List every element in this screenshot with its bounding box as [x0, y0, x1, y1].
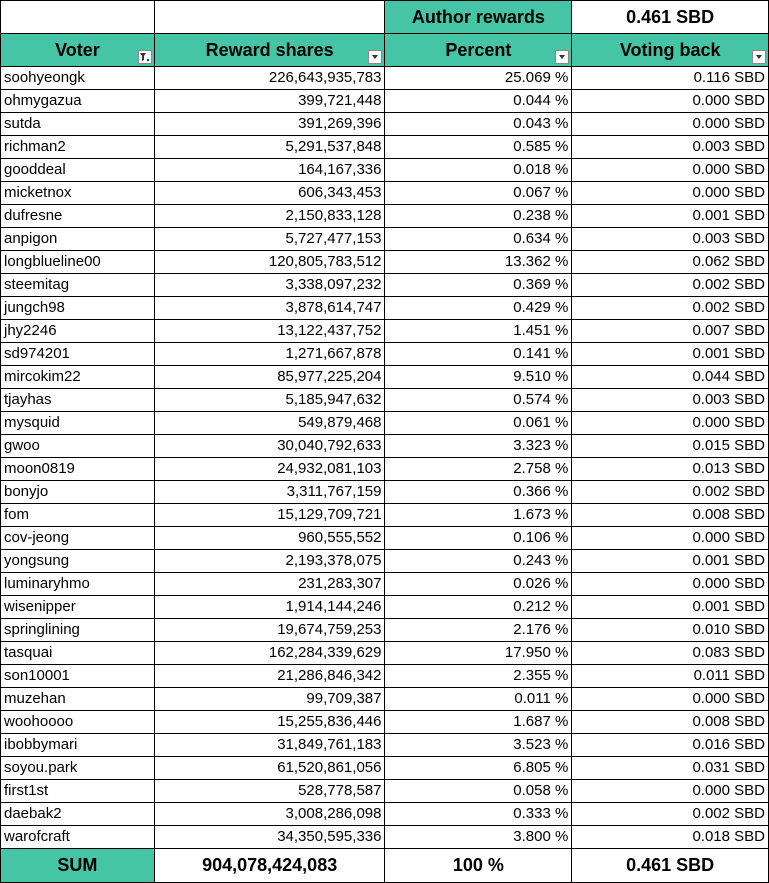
voting-back-cell[interactable]: 0.002 SBD [572, 274, 769, 297]
author-rewards-value[interactable]: 0.461 SBD [572, 1, 769, 34]
table-row [1, 67, 769, 90]
percent-cell[interactable]: 0.018 % [385, 159, 572, 182]
table-row [1, 274, 769, 297]
table-row [1, 458, 769, 481]
table-row [1, 205, 769, 228]
reward-shares-cell[interactable]: 960,555,552 [154, 527, 385, 550]
sum-reward-shares[interactable]: 904,078,424,083 [154, 849, 385, 883]
voting-back-cell[interactable]: 0.007 SBD [572, 320, 769, 343]
table-row [1, 251, 769, 274]
reward-shares-cell[interactable]: 1,914,144,246 [154, 596, 385, 619]
empty-cell[interactable] [1, 1, 155, 34]
reward-shares-cell[interactable]: 15,255,836,446 [154, 711, 385, 734]
voting-back-cell[interactable]: 0.002 SBD [572, 481, 769, 504]
voter-cell[interactable]: jhy2246 [1, 320, 155, 343]
table-row [1, 113, 769, 136]
voter-cell[interactable]: ibobbymari [1, 734, 155, 757]
reward-shares-cell[interactable]: 19,674,759,253 [154, 619, 385, 642]
header-percent[interactable] [385, 34, 572, 67]
sum-row [1, 849, 769, 883]
reward-shares-cell[interactable]: 399,721,448 [154, 90, 385, 113]
reward-shares-cell[interactable]: 162,284,339,629 [154, 642, 385, 665]
reward-shares-cell[interactable]: 21,286,846,342 [154, 665, 385, 688]
voting-back-cell[interactable]: 0.044 SBD [572, 366, 769, 389]
voting-back-cell[interactable]: 0.083 SBD [572, 642, 769, 665]
voter-cell[interactable]: micketnox [1, 182, 155, 205]
reward-shares-cell[interactable]: 34,350,595,336 [154, 826, 385, 849]
reward-shares-cell[interactable]: 606,343,453 [154, 182, 385, 205]
voter-cell[interactable]: warofcraft [1, 826, 155, 849]
voting-back-cell[interactable]: 0.000 SBD [572, 113, 769, 136]
percent-cell[interactable]: 1.687 % [385, 711, 572, 734]
empty-cell[interactable] [154, 1, 385, 34]
reward-shares-cell[interactable]: 231,283,307 [154, 573, 385, 596]
percent-cell[interactable]: 0.011 % [385, 688, 572, 711]
percent-cell[interactable]: 3.800 % [385, 826, 572, 849]
voting-back-cell[interactable]: 0.003 SBD [572, 389, 769, 412]
header-voter-label: Voter [55, 39, 100, 60]
table-row [1, 228, 769, 251]
author-rewards-row [1, 1, 769, 34]
voting-back-cell[interactable]: 0.002 SBD [572, 803, 769, 826]
table-row [1, 481, 769, 504]
reward-shares-cell[interactable]: 391,269,396 [154, 113, 385, 136]
voting-back-cell[interactable]: 0.062 SBD [572, 251, 769, 274]
percent-cell[interactable]: 0.058 % [385, 780, 572, 803]
voting-back-cell[interactable]: 0.116 SBD [572, 67, 769, 90]
percent-cell[interactable]: 0.369 % [385, 274, 572, 297]
percent-cell[interactable]: 0.212 % [385, 596, 572, 619]
voting-back-cell[interactable]: 0.001 SBD [572, 550, 769, 573]
voter-cell[interactable]: woohoooo [1, 711, 155, 734]
reward-shares-cell[interactable]: 61,520,861,056 [154, 757, 385, 780]
voter-cell[interactable]: bonyjo [1, 481, 155, 504]
header-percent-label: Percent [445, 39, 512, 60]
percent-cell[interactable]: 9.510 % [385, 366, 572, 389]
table-row [1, 826, 769, 849]
table-row [1, 550, 769, 573]
voter-cell[interactable]: gooddeal [1, 159, 155, 182]
voter-cell[interactable]: cov-jeong [1, 527, 155, 550]
percent-cell[interactable]: 2.758 % [385, 458, 572, 481]
reward-shares-cell[interactable]: 3,311,767,159 [154, 481, 385, 504]
percent-cell[interactable]: 0.366 % [385, 481, 572, 504]
voter-cell[interactable]: longblueline00 [1, 251, 155, 274]
reward-shares-cell[interactable]: 528,778,587 [154, 780, 385, 803]
percent-cell[interactable]: 0.243 % [385, 550, 572, 573]
voter-cell[interactable]: luminaryhmo [1, 573, 155, 596]
voting-back-cell[interactable]: 0.000 SBD [572, 412, 769, 435]
voting-back-cell[interactable]: 0.000 SBD [572, 159, 769, 182]
header-reward-shares-label: Reward shares [205, 39, 334, 60]
percent-cell[interactable]: 1.673 % [385, 504, 572, 527]
percent-cell[interactable]: 17.950 % [385, 642, 572, 665]
reward-shares-cell[interactable]: 85,977,225,204 [154, 366, 385, 389]
voter-cell[interactable]: sutda [1, 113, 155, 136]
voting-back-cell[interactable]: 0.011 SBD [572, 665, 769, 688]
voter-cell[interactable]: soohyeongk [1, 67, 155, 90]
reward-shares-cell[interactable]: 120,805,783,512 [154, 251, 385, 274]
table-row [1, 596, 769, 619]
table-row [1, 343, 769, 366]
table-row [1, 297, 769, 320]
table-row [1, 665, 769, 688]
reward-shares-cell[interactable]: 3,338,097,232 [154, 274, 385, 297]
voting-back-cell[interactable]: 0.010 SBD [572, 619, 769, 642]
voter-cell[interactable]: richman2 [1, 136, 155, 159]
voter-cell[interactable]: dufresne [1, 205, 155, 228]
table-row [1, 90, 769, 113]
voting-back-cell[interactable]: 0.000 SBD [572, 527, 769, 550]
percent-cell[interactable]: 3.323 % [385, 435, 572, 458]
voter-cell[interactable]: gwoo [1, 435, 155, 458]
voter-cell[interactable]: soyou.park [1, 757, 155, 780]
voter-cell[interactable]: mysquid [1, 412, 155, 435]
percent-cell[interactable]: 0.574 % [385, 389, 572, 412]
table-row [1, 182, 769, 205]
voter-cell[interactable]: tasquai [1, 642, 155, 665]
reward-shares-cell[interactable]: 164,167,336 [154, 159, 385, 182]
percent-cell[interactable]: 0.238 % [385, 205, 572, 228]
reward-shares-cell[interactable]: 24,932,081,103 [154, 458, 385, 481]
voting-back-cell[interactable]: 0.003 SBD [572, 228, 769, 251]
header-reward-shares[interactable] [154, 34, 385, 67]
voter-cell[interactable]: wisenipper [1, 596, 155, 619]
table-row [1, 780, 769, 803]
reward-shares-cell[interactable]: 5,185,947,632 [154, 389, 385, 412]
voter-cell[interactable]: daebak2 [1, 803, 155, 826]
reward-shares-cell[interactable]: 3,008,286,098 [154, 803, 385, 826]
table-row [1, 435, 769, 458]
voting-back-cell[interactable]: 0.031 SBD [572, 757, 769, 780]
reward-shares-cell[interactable]: 30,040,792,633 [154, 435, 385, 458]
voting-back-cell[interactable]: 0.018 SBD [572, 826, 769, 849]
voter-cell[interactable]: sd974201 [1, 343, 155, 366]
voting-back-cell[interactable]: 0.000 SBD [572, 688, 769, 711]
percent-cell[interactable]: 0.634 % [385, 228, 572, 251]
voter-cell[interactable]: anpigon [1, 228, 155, 251]
table-row [1, 619, 769, 642]
voter-cell[interactable]: muzehan [1, 688, 155, 711]
dropdown-arrow-icon[interactable] [368, 50, 382, 64]
table-row [1, 504, 769, 527]
reward-shares-cell[interactable]: 99,709,387 [154, 688, 385, 711]
header-voter[interactable] [1, 34, 155, 67]
voter-cell[interactable]: son10001 [1, 665, 155, 688]
voting-back-cell[interactable]: 0.013 SBD [572, 458, 769, 481]
table-row [1, 389, 769, 412]
reward-shares-cell[interactable]: 5,727,477,153 [154, 228, 385, 251]
voter-cell[interactable]: fom [1, 504, 155, 527]
reward-shares-cell[interactable]: 13,122,437,752 [154, 320, 385, 343]
author-rewards-label[interactable]: Author rewards [385, 1, 572, 34]
dropdown-arrow-icon[interactable] [555, 50, 569, 64]
reward-shares-cell[interactable]: 2,150,833,128 [154, 205, 385, 228]
percent-cell[interactable]: 6.805 % [385, 757, 572, 780]
sum-percent[interactable]: 100 % [385, 849, 572, 883]
percent-cell[interactable]: 13.362 % [385, 251, 572, 274]
table-row [1, 734, 769, 757]
voting-back-cell[interactable]: 0.008 SBD [572, 504, 769, 527]
voting-back-cell[interactable]: 0.001 SBD [572, 596, 769, 619]
voter-cell[interactable]: moon0819 [1, 458, 155, 481]
percent-cell[interactable]: 0.061 % [385, 412, 572, 435]
percent-cell[interactable]: 2.355 % [385, 665, 572, 688]
header-row [1, 34, 769, 67]
percent-cell[interactable]: 0.333 % [385, 803, 572, 826]
reward-shares-cell[interactable]: 1,271,667,878 [154, 343, 385, 366]
percent-cell[interactable]: 3.523 % [385, 734, 572, 757]
reward-shares-cell[interactable]: 5,291,537,848 [154, 136, 385, 159]
reward-shares-cell[interactable]: 3,878,614,747 [154, 297, 385, 320]
dropdown-arrow-icon[interactable] [752, 50, 766, 64]
voting-back-cell[interactable]: 0.008 SBD [572, 711, 769, 734]
voter-cell[interactable]: first1st [1, 780, 155, 803]
percent-cell[interactable]: 0.043 % [385, 113, 572, 136]
table-row [1, 412, 769, 435]
reward-shares-cell[interactable]: 2,193,378,075 [154, 550, 385, 573]
voter-cell[interactable]: yongsung [1, 550, 155, 573]
percent-cell[interactable]: 25.069 % [385, 67, 572, 90]
voter-cell[interactable]: mircokim22 [1, 366, 155, 389]
table-row [1, 757, 769, 780]
header-voting-back[interactable] [572, 34, 769, 67]
percent-cell[interactable]: 0.141 % [385, 343, 572, 366]
voter-cell[interactable]: steemitag [1, 274, 155, 297]
table-row [1, 159, 769, 182]
reward-shares-cell[interactable]: 31,849,761,183 [154, 734, 385, 757]
voter-cell[interactable]: tjayhas [1, 389, 155, 412]
voting-back-cell[interactable]: 0.000 SBD [572, 573, 769, 596]
percent-cell[interactable]: 0.106 % [385, 527, 572, 550]
voting-back-cell[interactable]: 0.001 SBD [572, 205, 769, 228]
table-row [1, 573, 769, 596]
table-row [1, 642, 769, 665]
voting-back-cell[interactable]: 0.016 SBD [572, 734, 769, 757]
reward-shares-cell[interactable]: 15,129,709,721 [154, 504, 385, 527]
table-row [1, 320, 769, 343]
voting-back-cell[interactable]: 0.001 SBD [572, 343, 769, 366]
voter-cell[interactable]: ohmygazua [1, 90, 155, 113]
percent-cell[interactable]: 2.176 % [385, 619, 572, 642]
percent-cell[interactable]: 0.044 % [385, 90, 572, 113]
sum-voting-back[interactable]: 0.461 SBD [572, 849, 769, 883]
voting-back-cell[interactable]: 0.000 SBD [572, 780, 769, 803]
percent-cell[interactable]: 0.585 % [385, 136, 572, 159]
percent-cell[interactable]: 0.429 % [385, 297, 572, 320]
table-row [1, 803, 769, 826]
table-row [1, 366, 769, 389]
percent-cell[interactable]: 0.026 % [385, 573, 572, 596]
header-voting-back-label: Voting back [619, 39, 721, 60]
sum-label[interactable]: SUM [1, 849, 155, 883]
voting-back-cell[interactable]: 0.000 SBD [572, 90, 769, 113]
percent-cell[interactable]: 1.451 % [385, 320, 572, 343]
percent-cell[interactable]: 0.067 % [385, 182, 572, 205]
reward-shares-cell[interactable]: 549,879,468 [154, 412, 385, 435]
reward-shares-cell[interactable]: 226,643,935,783 [154, 67, 385, 90]
voting-back-cell[interactable]: 0.003 SBD [572, 136, 769, 159]
table-row [1, 688, 769, 711]
voter-cell[interactable]: springlining [1, 619, 155, 642]
table-row [1, 136, 769, 159]
voting-back-cell[interactable]: 0.002 SBD [572, 297, 769, 320]
voting-back-cell[interactable]: 0.000 SBD [572, 182, 769, 205]
voter-cell[interactable]: jungch98 [1, 297, 155, 320]
voting-back-cell[interactable]: 0.015 SBD [572, 435, 769, 458]
filter-active-icon[interactable] [138, 50, 152, 64]
table-row [1, 527, 769, 550]
table-row [1, 711, 769, 734]
